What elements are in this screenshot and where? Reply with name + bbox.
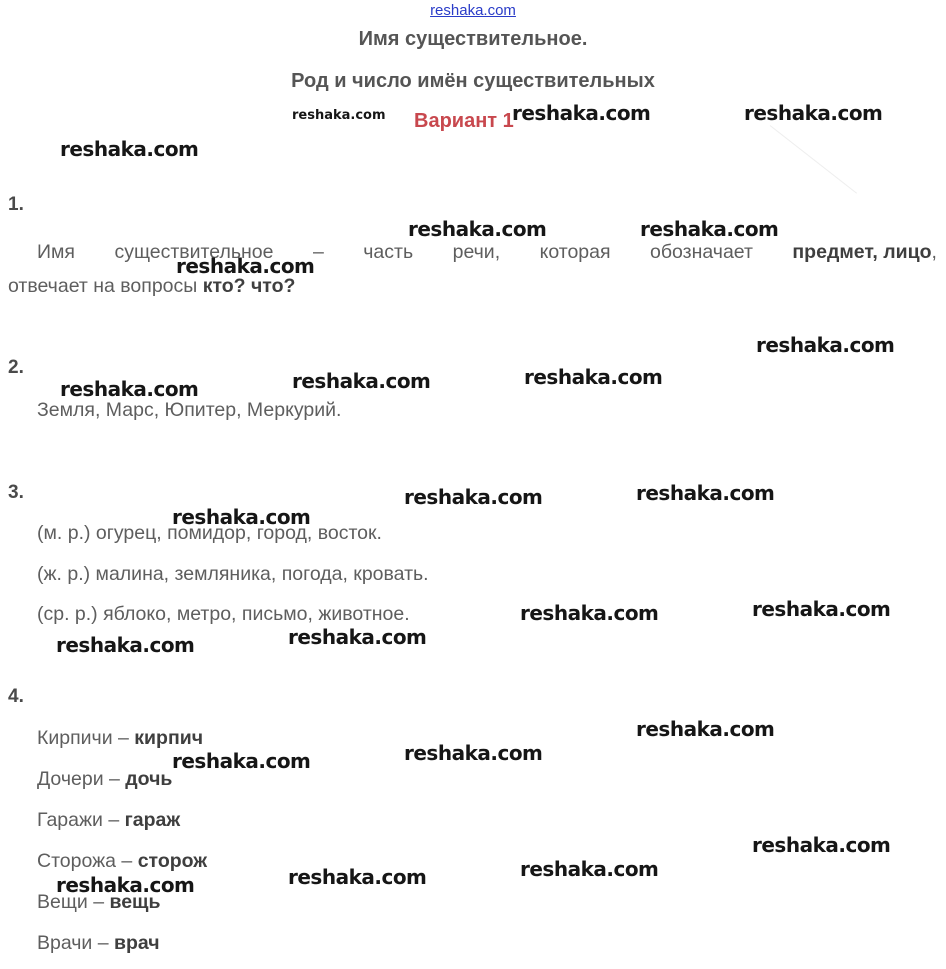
task-1-word: часть <box>363 241 414 263</box>
task-3-line-neuter: (ср. р.) яблоко, метро, письмо, животное. <box>37 603 410 625</box>
task-number-2: 2. <box>8 357 24 378</box>
task-4-pair: Сторожа – сторож <box>37 850 208 872</box>
watermark: reshaka.com <box>520 857 659 881</box>
watermark: reshaka.com <box>172 505 311 529</box>
task-4-pair: Вещи – вещь <box>37 891 161 913</box>
variant-label: Вариант 1 <box>414 110 514 132</box>
watermark: reshaka.com <box>512 101 651 125</box>
task-3-line-masculine: (м. р.) огурец, помидор, город, восток. <box>37 522 382 544</box>
decorative-line <box>770 125 857 194</box>
task-1-word: которая <box>539 241 611 263</box>
task-1-word: существительное <box>114 241 274 263</box>
page-title: Имя существительное. <box>358 28 588 50</box>
watermark: reshaka.com <box>60 377 199 401</box>
watermark: reshaka.com <box>756 333 895 357</box>
task-1-word: речи, <box>452 241 501 263</box>
task-4-pair: Гаражи – гараж <box>37 809 181 831</box>
task-1-bold-answer: предмет, лицо, <box>792 241 937 263</box>
watermark: reshaka.com <box>176 254 315 278</box>
watermark: reshaka.com <box>524 365 663 389</box>
watermark: reshaka.com <box>60 137 199 161</box>
task-2-answer: Земля, Марс, Юпитер, Меркурий. <box>37 399 342 421</box>
task-number-3: 3. <box>8 482 24 503</box>
task-number-1: 1. <box>8 194 24 215</box>
watermark: reshaka.com <box>520 601 659 625</box>
task-1-word: обозначает <box>650 241 753 263</box>
task-4-pair: Врачи – врач <box>37 932 160 954</box>
page-subtitle: Род и число имён существительных <box>291 70 655 92</box>
watermark: reshaka.com <box>752 597 891 621</box>
watermark: reshaka.com <box>292 369 431 393</box>
watermark: reshaka.com <box>636 481 775 505</box>
watermark: reshaka.com <box>404 741 543 765</box>
watermark: reshaka.com <box>744 101 883 125</box>
watermark: reshaka.com <box>288 865 427 889</box>
task-1-word: Имя <box>37 241 75 263</box>
watermark: reshaka.com <box>640 217 779 241</box>
task-1-word: – <box>312 241 324 263</box>
watermark: reshaka.com <box>172 749 311 773</box>
watermark: reshaka.com <box>56 633 195 657</box>
watermark: reshaka.com <box>636 717 775 741</box>
task-3-line-feminine: (ж. р.) малина, земляника, погода, кровать. <box>37 563 429 585</box>
task-number-4: 4. <box>8 686 24 707</box>
watermark: reshaka.com <box>56 873 195 897</box>
watermark: reshaka.com <box>292 108 386 123</box>
watermark: reshaka.com <box>752 833 891 857</box>
watermark: reshaka.com <box>404 485 543 509</box>
task-4-pair: Кирпичи – кирпич <box>37 727 204 749</box>
task-1-line-2: отвечает на вопросы кто? что? <box>8 275 296 297</box>
site-link[interactable]: reshaka.com <box>430 2 516 19</box>
task-4-pair: Дочери – дочь <box>37 768 173 790</box>
watermark: reshaka.com <box>288 625 427 649</box>
watermark: reshaka.com <box>408 217 547 241</box>
